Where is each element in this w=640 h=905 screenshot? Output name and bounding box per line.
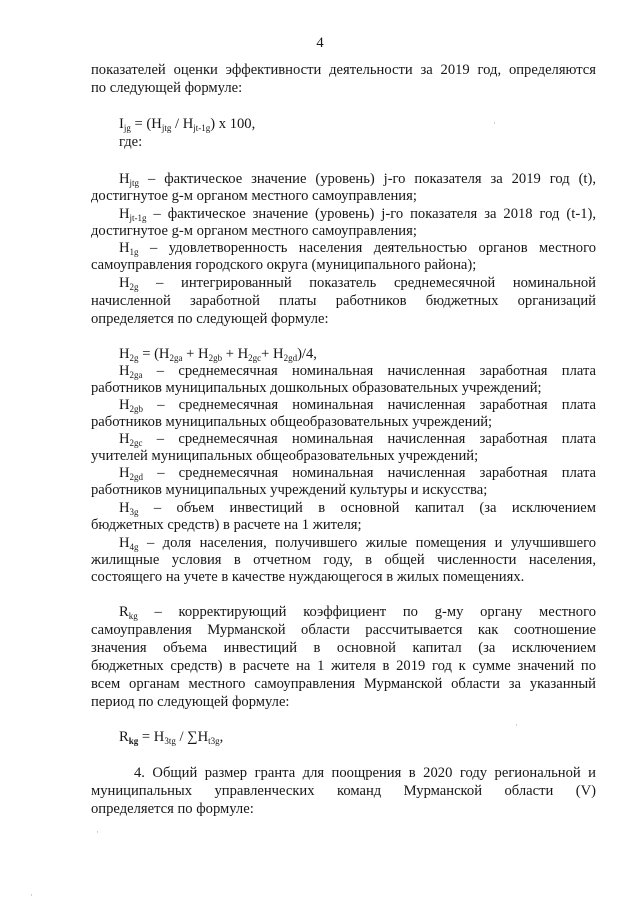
definition-line: $H_{2gd}$ – среднемесячная номинальная начисленная заработная плата — [119, 465, 596, 482]
definition-line: $H_{1g}$ – удовлетворенность населения деятельностью органов местного — [119, 240, 596, 257]
definition-line: всем органам местного самоуправления Мурманской области за указанный — [91, 676, 596, 692]
scan-speck: · — [96, 827, 99, 837]
formula-h2g: $H_{2g} = (H_{2ga} + H_{2gb} + H_{2gc}+ H_{2gd})/4$, — [119, 346, 317, 363]
where-label: где: — [119, 134, 143, 150]
page-number: 4 — [316, 35, 324, 51]
definition-line: значения объема инвестиций в основной капитал (за исключением — [91, 640, 596, 656]
definition-line: жилищные условия в отчетном году, в общей численности населения, — [91, 552, 596, 568]
definition-line: определяется по следующей формуле: — [91, 311, 329, 327]
paragraph-line: 4. Общий размер гранта для поощрения в 2020 году региональной и — [134, 765, 596, 781]
formula-rkg: $R_{kg} = H_{3tg} / \sum H_{t3g}$, — [119, 729, 224, 746]
definition-line: $H_{3g}$ – объем инвестиций в основной капитал (за исключением — [119, 500, 596, 517]
definition-line: достигнутое g-м органом местного самоуправления; — [91, 223, 417, 239]
scan-speck: · — [30, 890, 33, 900]
definition-line: начисленной заработной платы работников бюджетных организаций — [91, 293, 596, 309]
definition-line: работников муниципальных учреждений культуры и искусства; — [91, 482, 488, 498]
paragraph-line: муниципальных управленческих команд Мурманской области (V) — [91, 783, 596, 799]
paragraph-line: определяется по формуле: — [91, 801, 254, 817]
definition-line: бюджетных средств) в расчете на 1 жителя в 2019 год к сумме значений по — [91, 658, 596, 674]
scan-speck: · — [515, 720, 518, 730]
paragraph-line: по следующей формуле: — [91, 80, 243, 96]
definition-line: $H_{2gb}$ – среднемесячная номинальная начисленная заработная плата — [119, 397, 596, 414]
definition-line: $H_{jt-1g}$ – фактическое значение (уровень) j-го показателя за 2018 год (t-1), — [119, 206, 596, 223]
definition-line: $H_{jtg}$ – фактическое значение (уровень) j-го показателя за 2019 год (t), — [119, 171, 596, 188]
definition-line: самоуправления городского округа (муниципального района); — [91, 257, 477, 273]
definition-line: бюджетных средств) в расчете на 1 жителя; — [91, 517, 362, 533]
definition-line: самоуправления Мурманской области рассчитывается как соотношение — [91, 622, 596, 638]
definition-line: $H_{2gc}$ – среднемесячная номинальная начисленная заработная плата — [119, 431, 596, 448]
definition-line: $H_{2ga}$ – среднемесячная номинальная начисленная заработная плата — [119, 363, 596, 380]
definition-line: работников муниципальных дошкольных образовательных учреждений; — [91, 380, 542, 396]
definition-line: $H_{4g}$ – доля населения, получившего жилые помещения и улучшившего — [119, 535, 596, 552]
definition-line: работников муниципальных общеобразовательных учреждений; — [91, 414, 493, 430]
definition-line: период по следующей формуле: — [91, 694, 290, 710]
definition-line: состоящего на учете в качестве нуждающегося в жилых помещениях. — [91, 569, 525, 585]
paragraph-line: показателей оценки эффективности деятельности за 2019 год, определяются — [91, 62, 596, 78]
formula-i: $I_{jg} = (H_{jtg} / H_{jt-1g})$ x 100, — [119, 116, 256, 133]
definition-line: учителей муниципальных общеобразовательных учреждений; — [91, 448, 479, 464]
definition-line: $R_{kg}$ – корректирующий коэффициент по g-му органу местного — [119, 604, 596, 621]
definition-line: достигнутое g-м органом местного самоуправления; — [91, 188, 417, 204]
definition-line: $H_{2g}$ – интегрированный показатель среднемесячной номинальной — [119, 275, 596, 292]
scan-speck: · — [493, 118, 496, 128]
